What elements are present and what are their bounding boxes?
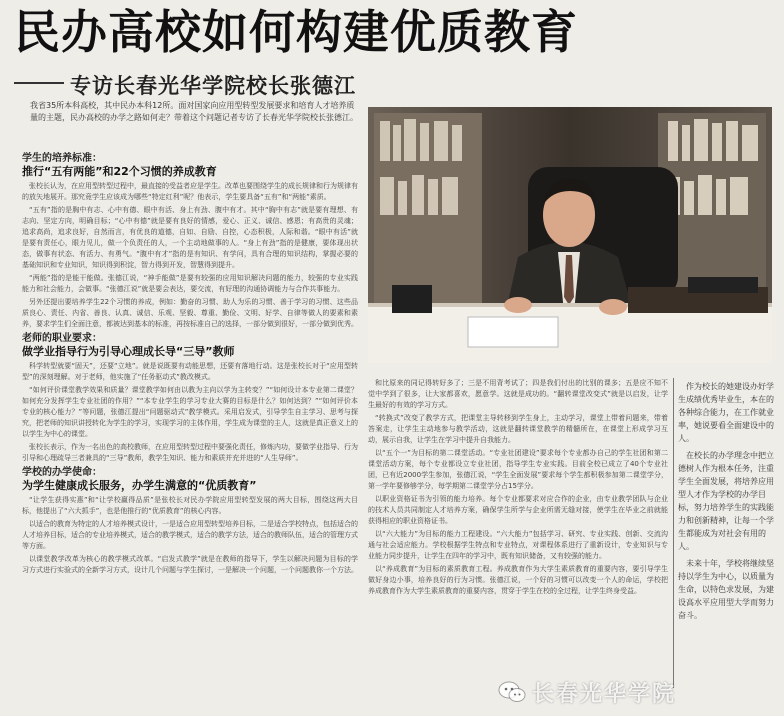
section2-para: “如何评价课堂教学效果和质量？课堂教学如何由以教为主向以学为主转变？”“如何设计本专业第二课堂？如何充分发挥学生专业社团的作用？”“本专业学生的学习专业大赛的目标是什么？如何达到？”“如何评价本专业的核心能力？”等问题，张德江提出“问题驱动式”教学模式。采用启发式，引导学生自主学习、思考与探究，把老师的知识讲授转化为学生的学习，实现学习的主体作用，学生成为课堂的主人，这就是真正意义上的以学生为中心的课堂。 (22, 386, 358, 438)
sidebar-para: 未来十年，学校将继续坚持以学生为中心，以质量为生命，以特色求发展，为建设高水平应用型大学而努力奋斗。 (678, 559, 774, 620)
wechat-icon (498, 680, 526, 704)
section1-kicker: 学生的培养标准： (22, 153, 102, 164)
section1-para: 张校长认为，在应用型转型过程中，最直接的受益者应是学生。改革也要围绕学生的成长规律和行为规律有的放矢地展开。那究竟学生应该成为哪些“特定红利”呢？他表示，学生要具备“五有”和“两能”素质。 (22, 182, 358, 201)
subhead-rule (14, 82, 64, 84)
left-column (22, 150, 358, 710)
watermark (498, 674, 768, 710)
section2-para: 科学转型就要“固天”，还要“立地”。就是说既要有动能思想，还要有落地行动。这是张校长对于“应用型转型”的深刻理解。对于老师，他实施了“任务驱动式”教改模式。 (22, 362, 358, 381)
principal-portrait-image (368, 107, 772, 363)
section3-para: “让学生获得实惠”和“让学校赢得品质”是张校长对民办学院应用型转型发展的两大目标，围绕这两大目标，他提出了“六大抓手”，也是他推行的“优质教育”的核心内容。 (22, 496, 358, 515)
section2-kicker: 老师的职业要求： (22, 333, 102, 344)
section4-para: 以“养成教育”为目标的素质教育工程。养成教育作为大学生素质教育的重要内容，要引导学生做好身边小事，培养良好的行为习惯。张德江说，一个好的习惯可以改变一个人的命运，学校把养成教育作为大学生素质教育的重要内容，贯穿于学生在校的全过程，让学生终身受益。 (368, 565, 668, 595)
article-headline: 民办高校如何构建优质教育 (14, 5, 578, 59)
section4-para: “转换式”改变了教学方式，把课堂主导转移到学生身上，主动学习，课堂上带着问题来，带着答案走，让学生主动地参与教学活动，这就是翻转课堂教学的精髓所在，在课堂上形成学习互动，展示自我，让学生在学习中提升自我能力。 (368, 414, 668, 444)
section3-para: 以适合的教育为特定的人才培养模式设计，一是适合应用型转型培养目标，二是适合学校特点，包括适合的人才培养目标，适合的专业培养模式，适合的教学模式，适合的教学方法，适合的教师队伍，适合的管理方式等方面。 (22, 520, 358, 550)
section3-title: 为学生健康成长服务，办学生满意的“优质教育” (22, 479, 257, 492)
section1-para: 另外还提出要培养学生22个习惯的养成，例如：勤奋的习惯、助人为乐的习惯、善于学习的习惯、这些品质良心、责任、内省、善良、认真、诚信、乐观、坚毅、尊重、勤俭、文明、好学、自律等做人的要素和素养，要求学生们全面注意，都被达到基本的标准，再按标准自己的选择，一部分做到很好，一部分做到优秀。 (22, 298, 358, 328)
section1-para: “两能”指的是能干能做。张德江说，“神手能做”是要有较强的应用知识解决问题的能力，较强的专业实践能力和社会能力，会做事。“张德江说”就是要会表达，要交流，有好理的沟通协调能力与合作共事能力。 (22, 274, 358, 293)
article-subhead: 专访长春光华学院校长张德江 (70, 74, 356, 98)
section4-para: 以“五个一”为目标的第二课堂活动。“专业社团建设”要求每个专业都办自己的学生社团和第二课堂活动方案，每个专业都设立专业社团，指导学生专业实践。目前全校已成立了40个专业社团，已有近2000学生参加，张德江说，“学生全面发展”要求每个学生都积极参加第二课堂学分，第一学年要修够学分，每学期第二课堂学分占15学分。 (368, 449, 668, 490)
article-intro: 我省35所本科高校，其中民办本科12所。面对国家向应用型转型发展要求和培育人才培养质量的主题，民办高校的办学之路如何走？带着这个问题记者专访了长春光华学院校长张德江。 (30, 101, 358, 122)
interview-photo (368, 107, 772, 363)
section3-para: 以课堂教学改革为核心的教学模式改革。“启发式教学”就是在教师的指导下，学生以解决问题为目标的学习方式进行实验式的全新学习方式，设计几个问题与学生探讨，一是解决一个问题，一个问题教你一个方法。 (22, 555, 358, 574)
watermark-text: 长春光华学院 (532, 681, 677, 707)
section2-title: 做学业指导行为引导心理成长导“三导”教师 (22, 345, 235, 358)
section3-kicker: 学校的办学使命： (22, 467, 102, 478)
section4-para: 以“六大能力”为目标的能力工程建设。“六大能力”包括学习、研究、专业实践、创新、交流沟通与社会适应能力。学校根据学生特点和专业特点，对课程体系进行了重新设计，专业知识与专业能力同步提升，让学生在四年的学习中，既有知识储备，又有较强的能力。 (368, 530, 668, 560)
sidebar-para: 在校长的办学理念中把立德树人作为根本任务，注重学生全面发展，将培养应用型人才作为学校的办学目标，努力培养学生的实践能力和创新精神，让每一个学生都能成为对社会有用的人。 (678, 451, 774, 551)
section1-title: 推行“五有两能”和22个习惯的养成教育 (22, 165, 217, 178)
section2-para: 张校长表示，作为一名出色的高校教师，在应用型转型过程中要强化责任，修炼内功，要做学业指导、行为引导和心理疏导三者兼具的“三导”教师，教学生知识、能力和素质并充并进的“人生导师”。 (22, 443, 358, 462)
section4-para: 和比原来的同记得转好多了；三是不用背考试了；四是我们付出的比别的课多；五是应不知不觉中学到了很多，让大家都喜欢，愿意学。这就是成功的。“翻转课堂改变式”就是以启发，让学生最好的有效的学习方式。 (368, 379, 668, 409)
sidebar-para: 作为校长的她建设办好学生成绩优秀毕业生，本在的各种综合能力，在工作就业率，她说要看全面建设中的人。 (678, 382, 774, 443)
middle-column (368, 378, 668, 708)
section4-para: 以职业资格证书为引领的能力培养。每个专业都要求对应合作的企业，由专业教学团队与企业的技术人员共同制定人才培养方案，确保学生所学与企业所需无缝对接，使学生在毕业之前就能获得相应的职业资格证书。 (368, 495, 668, 525)
column-divider (673, 378, 674, 688)
section1-para: “五有”指的是胸中有志、心中有德、眼中有活、身上有劲、腹中有才。其中“胸中有志”就是要有理想、有志向、坚定方向，明确目标；“心中有德”就是要有良好的情感，爱心、正义、诚信、感恩；有高贵的灵魂；追求高尚，追求良好，自然而言，有优良的道德，自如、自励、自控，心态积极，人际和谐。“眼中有活”就是要有责任心，眼力见儿，做一个负责任的人，一个主动地做事的人。“身上有劲”指的是健康，要体现出状态，做事有状态、有活力、有勇气。“腹中有才”指的是有知识、有学问，具有合理的知识结构，掌握必要的基础知识和专业知识，知识得到积淀，智力得到开发，智慧得到提升。 (22, 206, 358, 269)
sidebar-column (678, 380, 774, 680)
